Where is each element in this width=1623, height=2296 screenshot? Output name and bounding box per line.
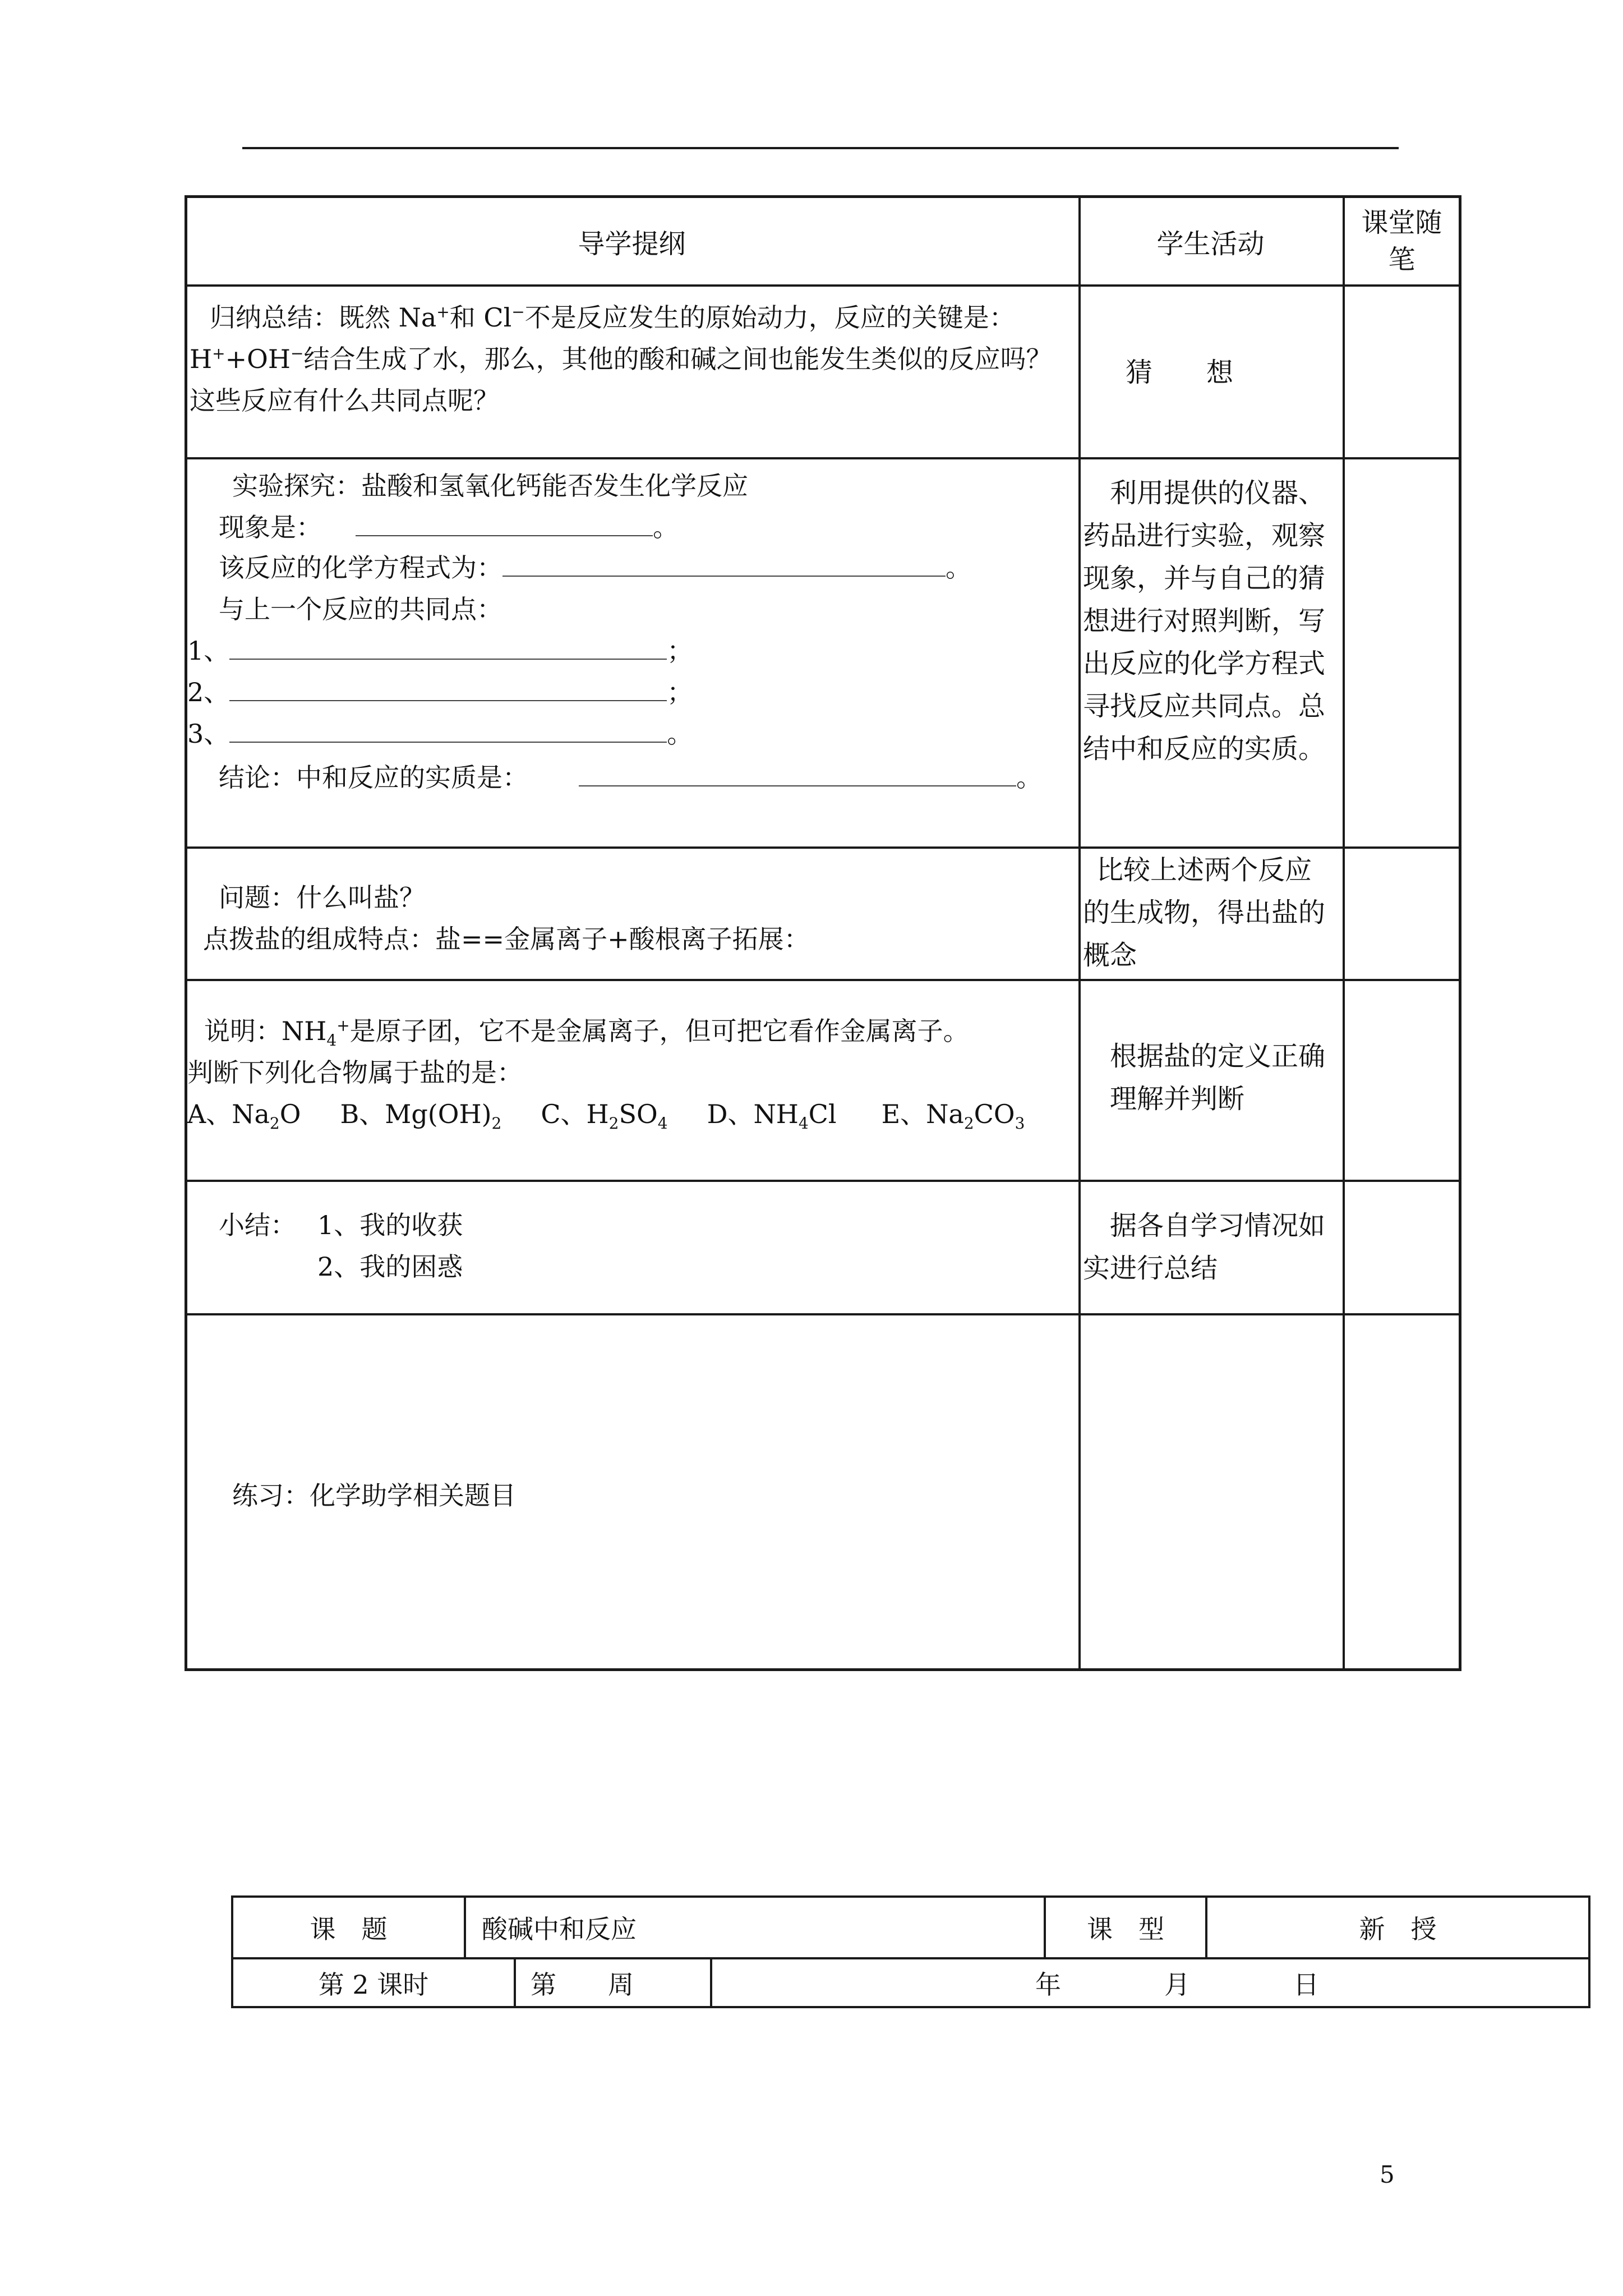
summary-line-3: 这些反应有什么共同点呢？ [190,385,499,416]
activity-experiment: 利用提供的仪器、药品进行实验，观察现象，并与自己的猜想进行对照判断，写出反应的化学方程式寻找反应共同点。总结中和反应的实质。 [1083,477,1326,765]
option-b[interactable]: B、$Mg(OH)_2$ [340,1099,502,1133]
wrapup-doubts: 2、我的困惑 [317,1251,463,1282]
header-student-activity: 学生活动 [1156,228,1265,260]
common-point-1-blank[interactable] [229,634,667,660]
notes-cell[interactable] [1345,459,1459,846]
type-label: 课 型 [1087,1914,1164,1944]
table-row-practice [187,1315,1459,1668]
common-point-1: 1、 ； [187,630,693,671]
lesson-info-table [231,1895,1590,2008]
phenomenon-blank[interactable] [356,510,653,536]
header-rule [242,147,1399,149]
experiment-cell [187,459,1076,846]
notes-cell[interactable] [1345,981,1459,1180]
lesson-guide-table [185,195,1461,1671]
conclusion-blank[interactable] [579,761,1016,786]
option-e[interactable]: E、$Na_2CO_3$ [881,1099,1025,1133]
experiment-title: 实验探究：盐酸和氢氧化钙能否发生化学反应 [232,471,748,501]
notes-cell[interactable] [1345,287,1459,457]
activity-cell [1081,1182,1340,1313]
week-label: 第 周 [531,1969,634,2000]
wrapup-label: 小结： [219,1210,296,1240]
conclusion-line: 结论：中和反应的实质是： 。 [219,757,1042,798]
option-d[interactable]: D、$NH_4Cl$ [707,1099,837,1133]
summary-line-1: 归纳总结：既然 Na+和 Cl−不是反应发生的原始动力，反应的关键是： [210,302,1015,333]
info-row-topic [233,1898,1588,1959]
table-row-experiment [187,459,1459,849]
summary-line-2: H++OH−结合生成了水，那么，其他的酸和碱之间也能发生类似的反应吗？ [190,344,1052,374]
common-points-label: 与上一个反应的共同点： [219,594,502,624]
judge-question: 判断下列化合物属于盐的是： [187,1057,523,1088]
summary-cell [187,287,1076,457]
common-point-2: 2、 ； [187,671,693,713]
header-class-notes: 课堂随笔 [1361,207,1442,275]
salt-hint: 点拨盐的组成特点：盐==金属离子+酸根离子拓展： [203,924,810,954]
compound-options [187,1093,1025,1135]
page-number: 5 [1380,2161,1395,2188]
info-row-schedule [233,1959,1588,2006]
activity-judge: 根据盐的定义正确理解并判断 [1110,1041,1326,1115]
table-row-salt [187,849,1459,981]
activity-cell [1081,849,1340,979]
activity-guess: 猜 想 [1126,357,1234,388]
activity-cell [1081,459,1340,846]
header-guide-outline: 导学提纲 [578,228,686,260]
common-point-3-blank[interactable] [229,717,667,743]
activity-compare: 比较上述两个反应的生成物，得出盐的概念 [1083,854,1326,971]
common-point-3: 3、 。 [187,713,693,754]
wrapup-gains: 1、我的收获 [317,1210,463,1240]
equation-line: 该反应的化学方程式为： 。 [219,547,971,588]
type-value: 新 授 [1359,1914,1437,1944]
practice-text: 练习：化学助学相关题目 [232,1480,516,1511]
salt-cell [187,849,1076,979]
activity-cell [1081,287,1340,457]
period-label: 第 2 课时 [318,1969,429,2000]
topic-value: 酸碱中和反应 [482,1914,637,1944]
phenomenon-line: 现象是： 。 [219,507,679,548]
notes-cell[interactable] [1345,1315,1459,1668]
table-row-wrapup [187,1182,1459,1315]
judge-salt-cell [187,981,1076,1180]
activity-summarize: 据各自学习情况如实进行总结 [1083,1210,1326,1284]
topic-label: 课 题 [310,1914,388,1944]
activity-cell [1081,981,1340,1180]
wrapup-cell [187,1182,1076,1313]
table-header-row [187,198,1459,287]
common-point-2-blank[interactable] [229,675,667,701]
notes-cell[interactable] [1345,849,1459,979]
salt-question: 问题：什么叫盐？ [219,882,425,913]
ammonium-note: 说明：$NH_4^+$是原子团，它不是金属离子，但可把它看作金属离子。 [204,1016,969,1050]
practice-cell [187,1315,1076,1668]
activity-cell [1081,1315,1340,1668]
option-a[interactable]: A、$Na_2O$ [187,1099,301,1133]
date-label: 年 月 日 [1035,1969,1319,2000]
option-c[interactable]: C、$H_2SO_4$ [541,1099,668,1133]
equation-blank[interactable] [502,551,946,577]
table-row-judge-salt [187,981,1459,1182]
notes-cell[interactable] [1345,1182,1459,1313]
table-row-summary [187,287,1459,459]
